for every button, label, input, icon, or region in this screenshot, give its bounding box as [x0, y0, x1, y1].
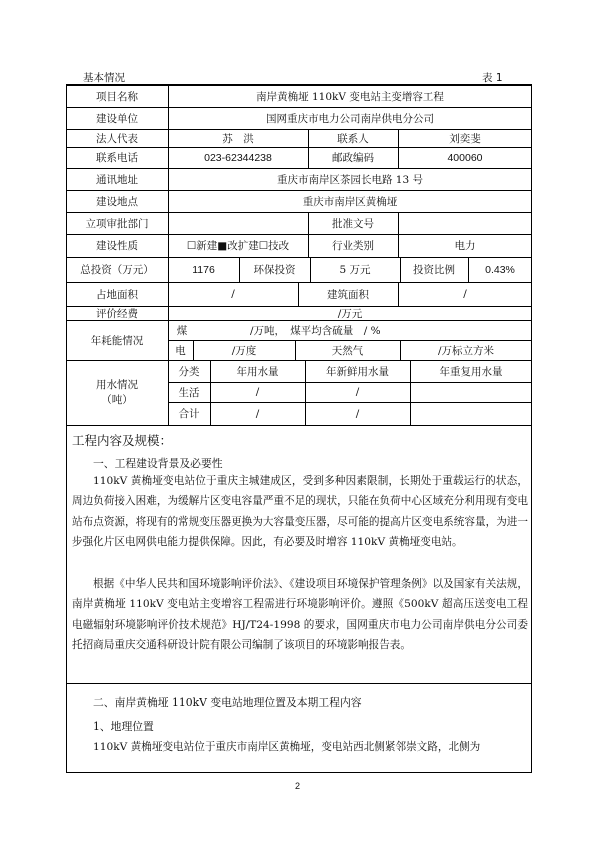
phone-label: 联系电话	[96, 152, 138, 164]
subheading-location: 1、地理位置	[93, 720, 154, 733]
industry: 电力	[454, 240, 476, 252]
paragraph-background: 110kV 黄桷垭变电站位于重庆主城建成区，受到多种因素限制，长期处于重载运行的状态，周边负荷接入困难，为缓解片区变电容量严重不足的现状，只能在负荷中心区域充分利用现有变电站布点资源，将现有的常规变压器更换为大容量变压器，尽可能的提高片区变电系统容量，为进一步强化片区电网供电能力提供保障。因此，有必要及时增容 110kV 黄桷垭变电站。	[72, 475, 528, 548]
header-left: 基本情况	[83, 72, 125, 84]
coal-value: /万吨， 煤平均含硫量 / %	[250, 324, 381, 337]
postcode: 400060	[447, 151, 483, 164]
header-right: 表 1	[482, 72, 503, 84]
ratio-label: 投资比例	[413, 264, 455, 276]
builder-label: 建设单位	[96, 112, 138, 125]
water-cell: /	[255, 407, 260, 420]
project-name: 南岸黄桷垭 110kV 变电站主变增容工程	[256, 90, 444, 103]
section-title: 工程内容及规模：	[72, 433, 173, 448]
env-invest-label: 环保投资	[253, 264, 296, 276]
water-cell: /	[355, 386, 360, 398]
elec-label: 电	[175, 344, 186, 357]
water-cell: 生活	[178, 386, 200, 399]
energy-label: 年耗能情况	[90, 334, 144, 347]
approval-no-label: 批准文号	[332, 217, 374, 230]
eval-cost: /万元	[337, 307, 363, 320]
water-cell	[410, 382, 532, 402]
coal-label: 煤	[176, 324, 188, 337]
page-number: 2	[294, 781, 300, 791]
invest: 1176	[192, 263, 215, 276]
phone: 023-62344238	[204, 151, 272, 164]
elec-value: /万度	[231, 344, 257, 357]
water-col-header: 年新鲜用水量	[326, 365, 389, 378]
project-name-label: 项目名称	[96, 90, 138, 103]
site: 重庆市南岸区黄桷垭	[302, 195, 398, 208]
industry-label: 行业类别	[332, 240, 374, 252]
legal-rep-label: 法人代表	[96, 132, 138, 145]
water-cell: /	[355, 407, 360, 420]
build-area-label: 建筑面积	[327, 288, 369, 301]
subheading-background: 一、工程建设背景及必要性	[93, 457, 223, 470]
water-label	[66, 360, 168, 425]
nature-label: 建设性质	[96, 240, 138, 252]
land-area-label: 占地面积	[96, 288, 138, 301]
water-cell: 合计	[178, 408, 200, 420]
land-area: /	[231, 288, 235, 300]
gas-value: /万标立方米	[437, 344, 495, 357]
gas-label: 天然气	[331, 344, 364, 357]
eval-cost-label: 评价经费	[96, 307, 138, 320]
nature-checkboxes: ☐新建■改扩建☐技改	[186, 240, 290, 252]
row-rule	[66, 425, 532, 426]
paragraph-regulation: 根据《中华人民共和国环境影响评价法》、《建设项目环境保护管理条例》以及国家有关法规，南岸黄桷垭 110kV 变电站主变增容工程需进行环境影响评价。遵照《500kV 超高压送变电工程电磁辐射环境影响评价技术规范》HJ/T24-1998 的要求，国网重庆市电力公司南岸供电分公司委托招商局重庆交通科研设计院有限公司编制了该项目的环境影响报告表。	[72, 578, 528, 651]
env-invest: 5 万元	[339, 264, 371, 276]
water-col-header: 年重复用水量	[439, 365, 503, 378]
water-label-line1: 用水情况	[96, 378, 138, 391]
address: 重庆市南岸区茶园长电路 13 号	[276, 173, 424, 186]
contact-label: 联系人	[337, 132, 369, 145]
approval-dept-label: 立项审批部门	[85, 217, 149, 230]
water-col-header: 分类	[178, 365, 200, 378]
subheading-location-scope: 二、南岸黄桷垭 110kV 变电站地理位置及本期工程内容	[93, 696, 362, 709]
water-col-header: 年用水量	[236, 365, 279, 378]
build-area: /	[463, 288, 467, 300]
approval-dept	[168, 212, 308, 234]
address-label: 通讯地址	[96, 173, 138, 186]
water-cell	[410, 402, 532, 425]
invest-label: 总投资（万元）	[80, 264, 154, 276]
paragraph-location: 110kV 黄桷垭变电站位于重庆市南岸区黄桷垭，变电站西北侧紧邻崇文路，北侧为	[93, 741, 481, 753]
ratio: 0.43%	[485, 263, 515, 276]
postcode-label: 邮政编码	[332, 152, 374, 164]
subsection-rule	[66, 683, 532, 684]
water-label-line2: （吨）	[101, 393, 133, 406]
contact: 刘奕斐	[449, 132, 481, 145]
site-label: 建设地点	[96, 195, 138, 208]
builder: 国网重庆市电力公司南岸供电分公司	[266, 112, 434, 125]
water-cell: /	[255, 386, 260, 398]
approval-no	[398, 212, 532, 234]
legal-rep: 苏 洪	[222, 132, 254, 145]
